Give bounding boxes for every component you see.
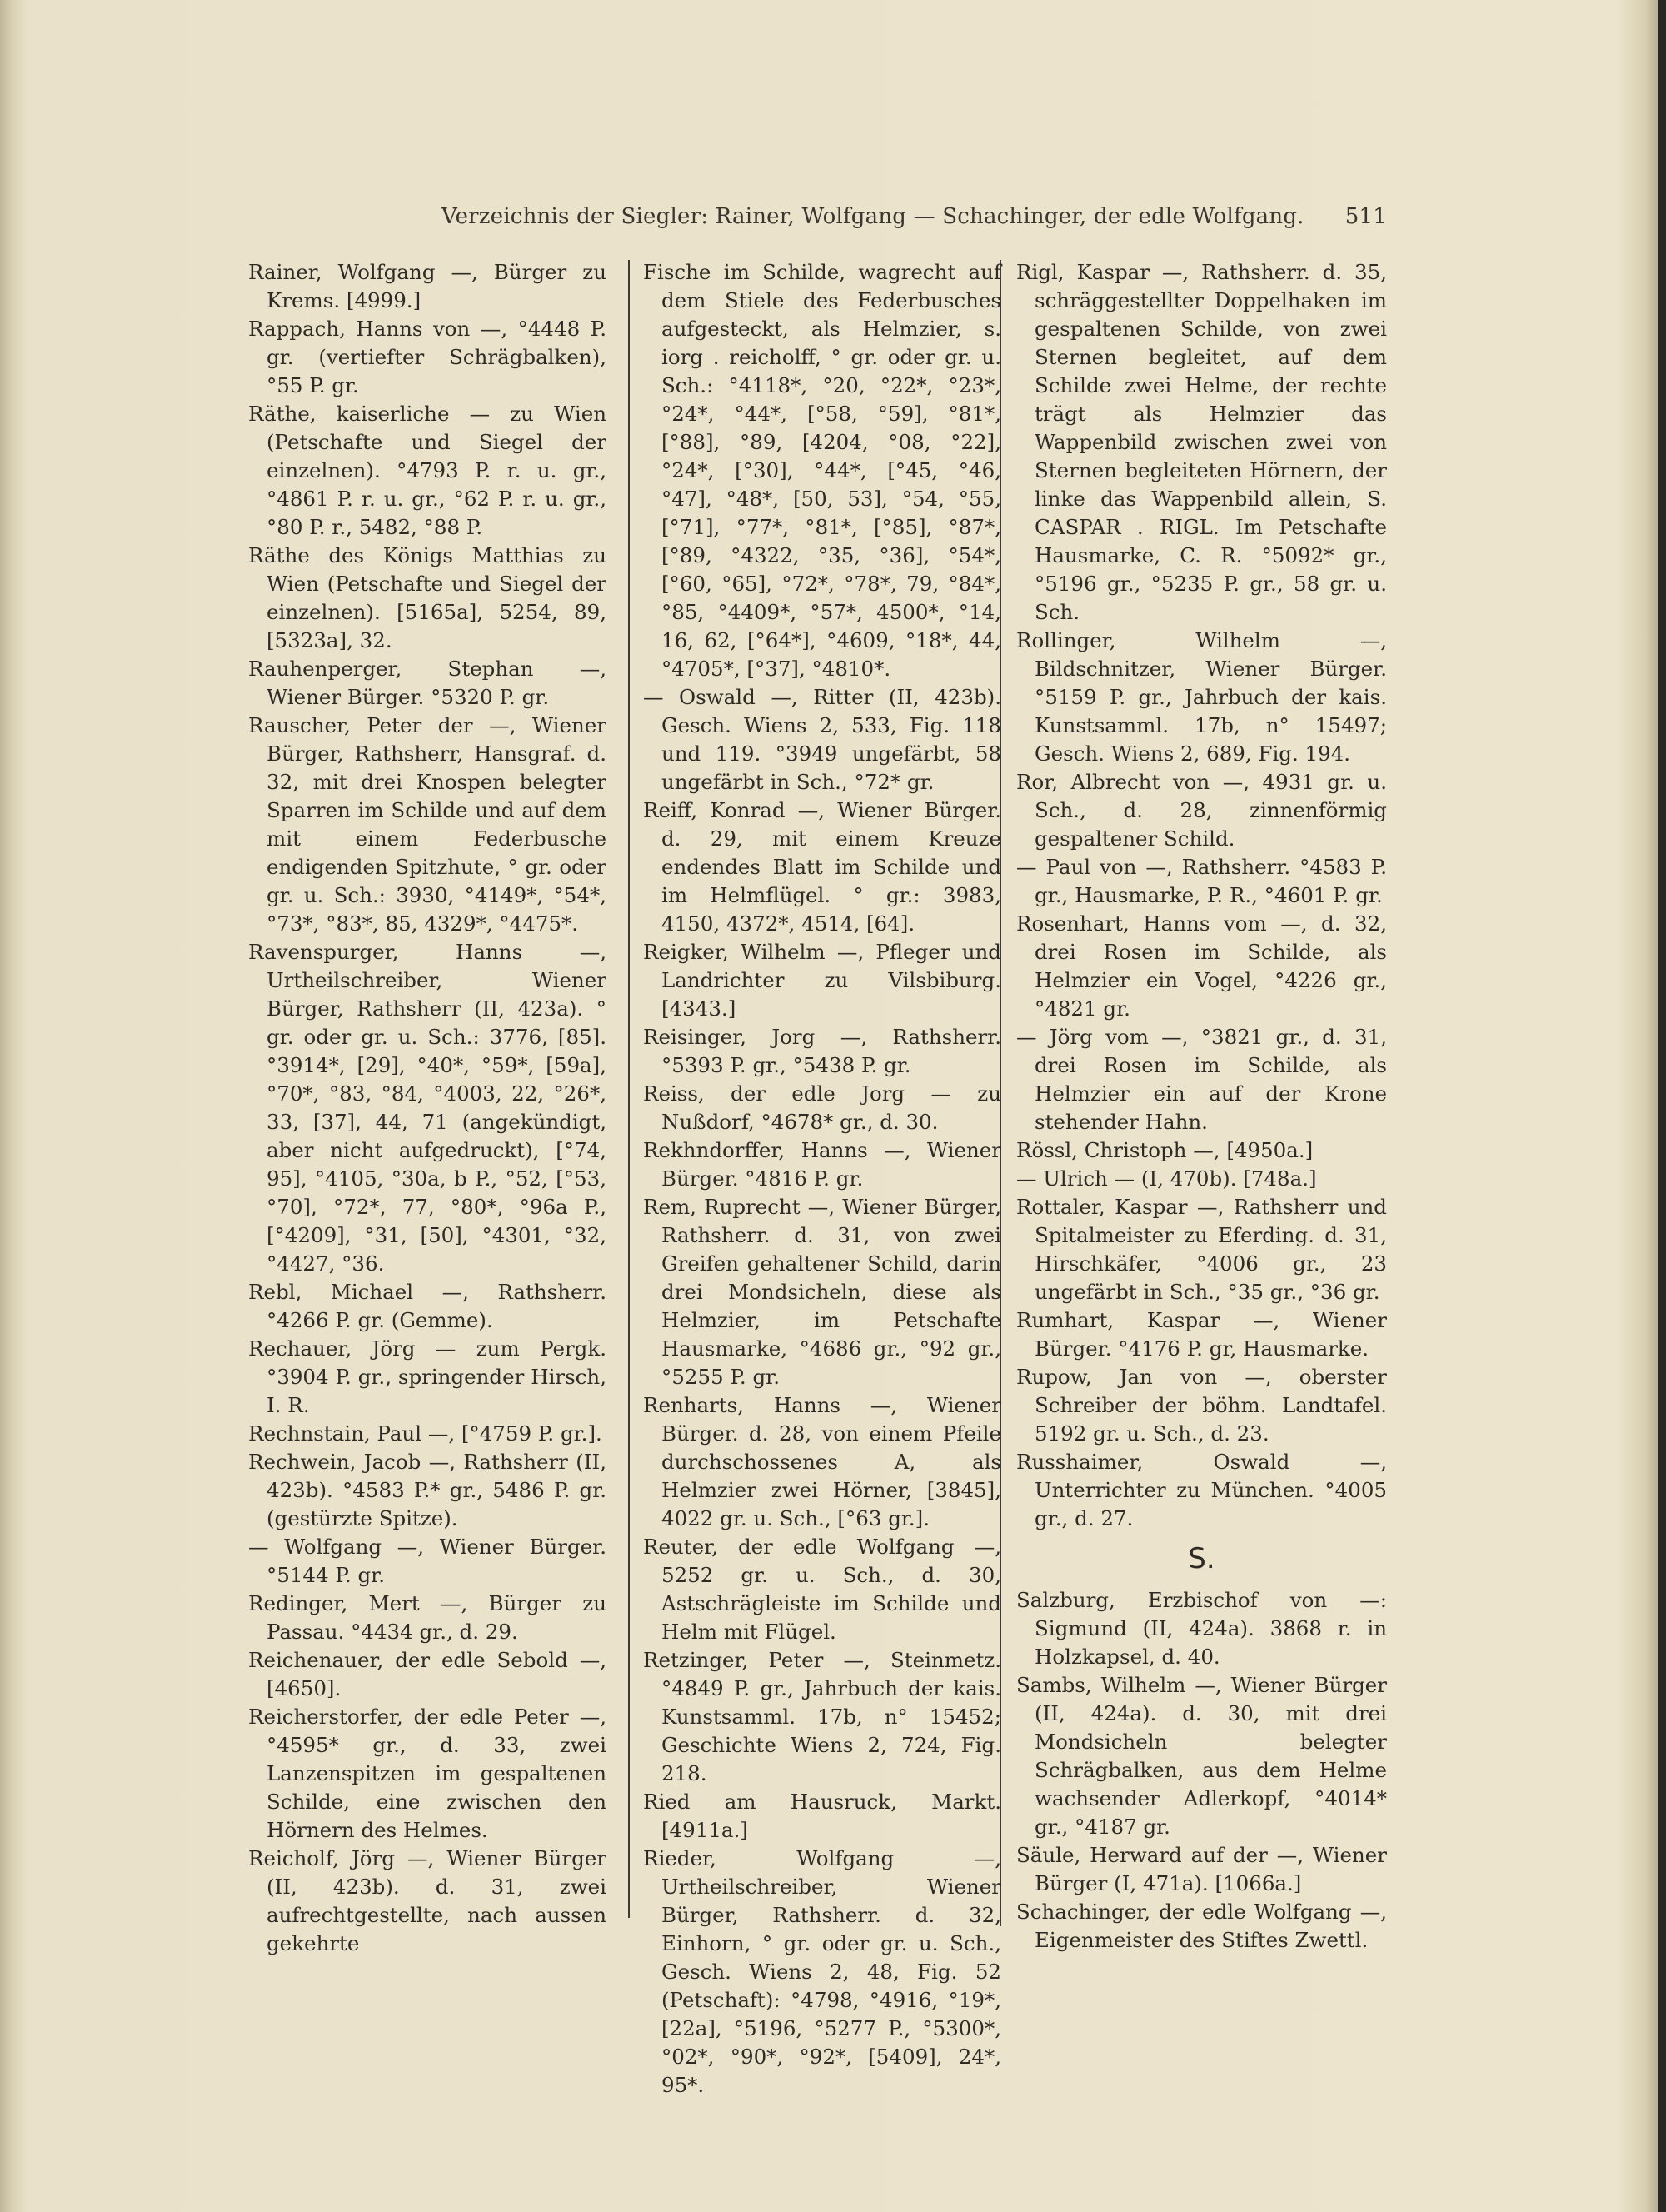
section-heading: S. [1188,1542,1215,1575]
index-entry: — Paul von —, Rathsherr. °4583 P. gr., Hausmarke, P. R., °4601 P. gr. [1016,855,1387,907]
index-entry: Rosenhart, Hanns vom —, d. 32, drei Rosen im Schilde, als Helmzier ein Vogel, °4226 gr., °4821 gr. [1016,911,1387,1021]
header-title: Verzeichnis der Siegler: Rainer, Wolfgang — Schachinger, der edle Wolfgang. [441,204,1304,229]
index-entry: Rechwein, Jacob —, Rathsherr (II, 423b). °4583 P.* gr., 5486 P. gr. (gestürzte Spitze). [248,1450,606,1530]
index-entry: Säule, Herward auf der —, Wiener Bürger (I, 471a). [1066a.] [1016,1843,1387,1895]
index-entry: Rigl, Kaspar —, Rathsherr. d. 35, schräggestellter Doppelhaken im gespaltenen Schilde, von zwei Sternen begleitet, auf dem Schilde zwei Helme, der rechte trägt als Helmzier das Wappenbild zwischen zwei von Sternen begleiteten Hörnern, der linke das Wappenbild allein, S. CASPAR . RIGL. Im Petschafte Hausmarke, C. R. °5092* gr., °5196 gr., °5235 P. gr., 58 gr. u. Sch. [1016,260,1387,624]
index-entry: Sambs, Wilhelm —, Wiener Bürger (II, 424a). d. 30, mit drei Mondsicheln belegter Schrägbalken, aus dem Helme wachsender Adlerkopf, °4014* gr., °4187 gr. [1016,1673,1387,1839]
column-left [248,258,606,1958]
index-entry: Reuter, der edle Wolfgang —, 5252 gr. u. Sch., d. 30, Astschrägleiste im Schilde und Helm mit Flügel. [643,1535,1001,1644]
index-entry: Schachinger, der edle Wolfgang —, Eigenmeister des Stiftes Zwettl. [1016,1900,1387,1952]
column-middle [643,258,1001,2100]
index-entry: Reigker, Wilhelm —, Pfleger und Landrichter zu Vilsbiburg. [4343.] [643,940,1001,1021]
index-entry: Rainer, Wolfgang —, Bürger zu Krems. [4999.] [248,260,606,312]
index-entry: Reichenauer, der edle Sebold —, [4650]. [248,1648,606,1700]
column-rule-left [628,260,630,1918]
index-entry: Rappach, Hanns von —, °4448 P. gr. (vertiefter Schrägbalken), °55 P. gr. [248,317,606,397]
index-entry: Räthe des Königs Matthias zu Wien (Petschafte und Siegel der einzelnen). [5165a], 5254, 89, [5323a], 32. [248,543,606,652]
column-right [1016,258,1387,1955]
index-entry: Renharts, Hanns —, Wiener Bürger. d. 28, von einem Pfeile durchschossenes A, als Helmzier zwei Hörner, [3845], 4022 gr. u. Sch., [°63 gr.]. [643,1393,1001,1530]
index-entry: Salzburg, Erzbischof von —: Sigmund (II, 424a). 3868 r. in Holzkapsel, d. 40. [1016,1588,1387,1669]
index-entry: Reisinger, Jorg —, Rathsherr. °5393 P. gr., °5438 P. gr. [643,1025,1001,1077]
index-entry: Ror, Albrecht von —, 4931 gr. u. Sch., d. 28, zinnenförmig gespaltener Schild. [1016,770,1387,851]
index-entry: Rollinger, Wilhelm —, Bildschnitzer, Wiener Bürger. °5159 P. gr., Jahrbuch der kais. Kunstsamml. 17b, n° 15497; Gesch. Wiens 2, 689, Fig. 194. [1016,628,1387,766]
index-entry: Rupow, Jan von —, oberster Schreiber der böhm. Landtafel. 5192 gr. u. Sch., d. 23. [1016,1365,1387,1446]
page-number: 511 [1344,204,1387,229]
index-entry: Rem, Ruprecht —, Wiener Bürger, Rathsherr. d. 31, von zwei Greifen gehaltener Schild, darin drei Mondsicheln, diese als Helmzier, im Petschafte Hausmarke, °4686 gr., °92 gr., °5255 P. gr. [643,1195,1001,1389]
index-entry: Rieder, Wolfgang —, Urtheilschreiber, Wiener Bürger, Rathsherr. d. 32, Einhorn, ° gr. oder gr. u. Sch., Gesch. Wiens 2, 48, Fig. 52 (Petschaft): °4798, °4916, °19*, [22a], °5196, °5277 P., °5300*, °02*, °90*, °92*, [5409], 24*, 95*. [643,1846,1001,2097]
index-entry: Fische im Schilde, wagrecht auf dem Stiele des Federbusches aufgesteckt, als Helmzier, s. iorg . reicholff, ° gr. oder gr. u. Sch.: °4118*, °20, °22*, °23*, °24*, °44*, [°58, °59], °81*, [°88], °89, [4204, °08, °22], °24*, [°30], °44*, [°45, °46, °47], °48*, [50, 53], °54, °55, [°71], °77*, °81*, [°85], °87*, [°89, °4322, °35, °36], °54*, [°60, °65], °72*, °78*, 79, °84*, °85, °4409*, °57*, 4500*, °14, 16, 62, [°64*], °4609, °18*, 44, °4705*, [°37], °4810*. [643,260,1001,681]
index-entry: Rechauer, Jörg — zum Pergk. °3904 P. gr., springender Hirsch, I. R. [248,1336,606,1417]
index-entry: Reiff, Konrad —, Wiener Bürger. d. 29, mit einem Kreuze endendes Blatt im Schilde und im Helmflügel. ° gr.: 3983, 4150, 4372*, 4514, [64]. [643,798,1001,936]
index-entry: Rumhart, Kaspar —, Wiener Bürger. °4176 P. gr, Hausmarke. [1016,1308,1387,1361]
index-entry: Reicholf, Jörg —, Wiener Bürger (II, 423b). d. 31, zwei aufrechtgestellte, nach aussen gekehrte [248,1846,606,1955]
index-entry: Rottaler, Kaspar —, Rathsherr und Spitalmeister zu Eferding. d. 31, Hirschkäfer, °4006 gr., 23 ungefärbt in Sch., °35 gr., °36 gr. [1016,1195,1387,1304]
index-entry: Rauscher, Peter der —, Wiener Bürger, Rathsherr, Hansgraf. d. 32, mit drei Knospen belegter Sparren im Schilde und auf dem mit einem Federbusche endigenden Spitzhute, ° gr. oder gr. u. Sch.: 3930, °4149*, °54*, °73*, °83*, 85, 4329*, °4475*. [248,713,606,936]
index-entry: — Jörg vom —, °3821 gr., d. 31, drei Rosen im Schilde, als Helmzier ein auf der Krone stehender Hahn. [1016,1025,1387,1134]
index-entry: Reicherstorfer, der edle Peter —, °4595* gr., d. 33, zwei Lanzenspitzen im gespaltenen Schilde, eine zwischen den Hörnern des Helmes. [248,1705,606,1842]
index-entry: Retzinger, Peter —, Steinmetz. °4849 P. gr., Jahrbuch der kais. Kunstsamml. 17b, n° 15452; Geschichte Wiens 2, 724, Fig. 218. [643,1648,1001,1785]
index-entry: Redinger, Mert —, Bürger zu Passau. °4434 gr., d. 29. [248,1591,606,1644]
index-entry: Rauhenperger, Stephan —, Wiener Bürger. °5320 P. gr. [248,657,606,709]
index-entry: — Oswald —, Ritter (II, 423b). Gesch. Wiens 2, 533, Fig. 118 und 119. °3949 ungefärbt, 58 ungefärbt in Sch., °72* gr. [643,685,1001,794]
index-entry: Räthe, kaiserliche — zu Wien (Petschafte und Siegel der einzelnen). °4793 P. r. u. gr., °4861 P. r. u. gr., °62 P. r. u. gr., °80 P. r., 5482, °88 P. [248,402,606,539]
index-entry: Russhaimer, Oswald —, Unterrichter zu München. °4005 gr., d. 27. [1016,1450,1387,1530]
index-entry: Rekhndorffer, Hanns —, Wiener Bürger. °4816 P. gr. [643,1138,1001,1191]
index-entry: Reiss, der edle Jorg — zu Nußdorf, °4678* gr., d. 30. [643,1081,1001,1134]
index-entry: Ravenspurger, Hanns —, Urtheilschreiber, Wiener Bürger, Rathsherr (II, 423a). ° gr. oder gr. u. Sch.: 3776, [85]. °3914*, [29], °40*, °59*, [59a], °70*, °83, °84, °4003, 22, °26*, 33, [37], 44, 71 (angekündigt, aber nicht aufgedruckt), [°74, 95], °4105, °30a, b P., °52, [°53, °70], °72*, 77, °80*, °96a P., [°4209], °31, [50], °4301, °32, °4427, °36. [248,940,606,1276]
index-entry: Rechnstain, Paul —, [°4759 P. gr.]. [248,1421,602,1446]
index-entry: — Ulrich — (I, 470b). [748a.] [1016,1166,1317,1191]
index-entry: Rebl, Michael —, Rathsherr. °4266 P. gr. (Gemme). [248,1280,606,1332]
index-entry: Ried am Hausruck, Markt. [4911a.] [643,1790,1001,1842]
index-entry: Rössl, Christoph —, [4950a.] [1016,1138,1314,1162]
index-entry: — Wolfgang —, Wiener Bürger. °5144 P. gr. [248,1535,606,1587]
